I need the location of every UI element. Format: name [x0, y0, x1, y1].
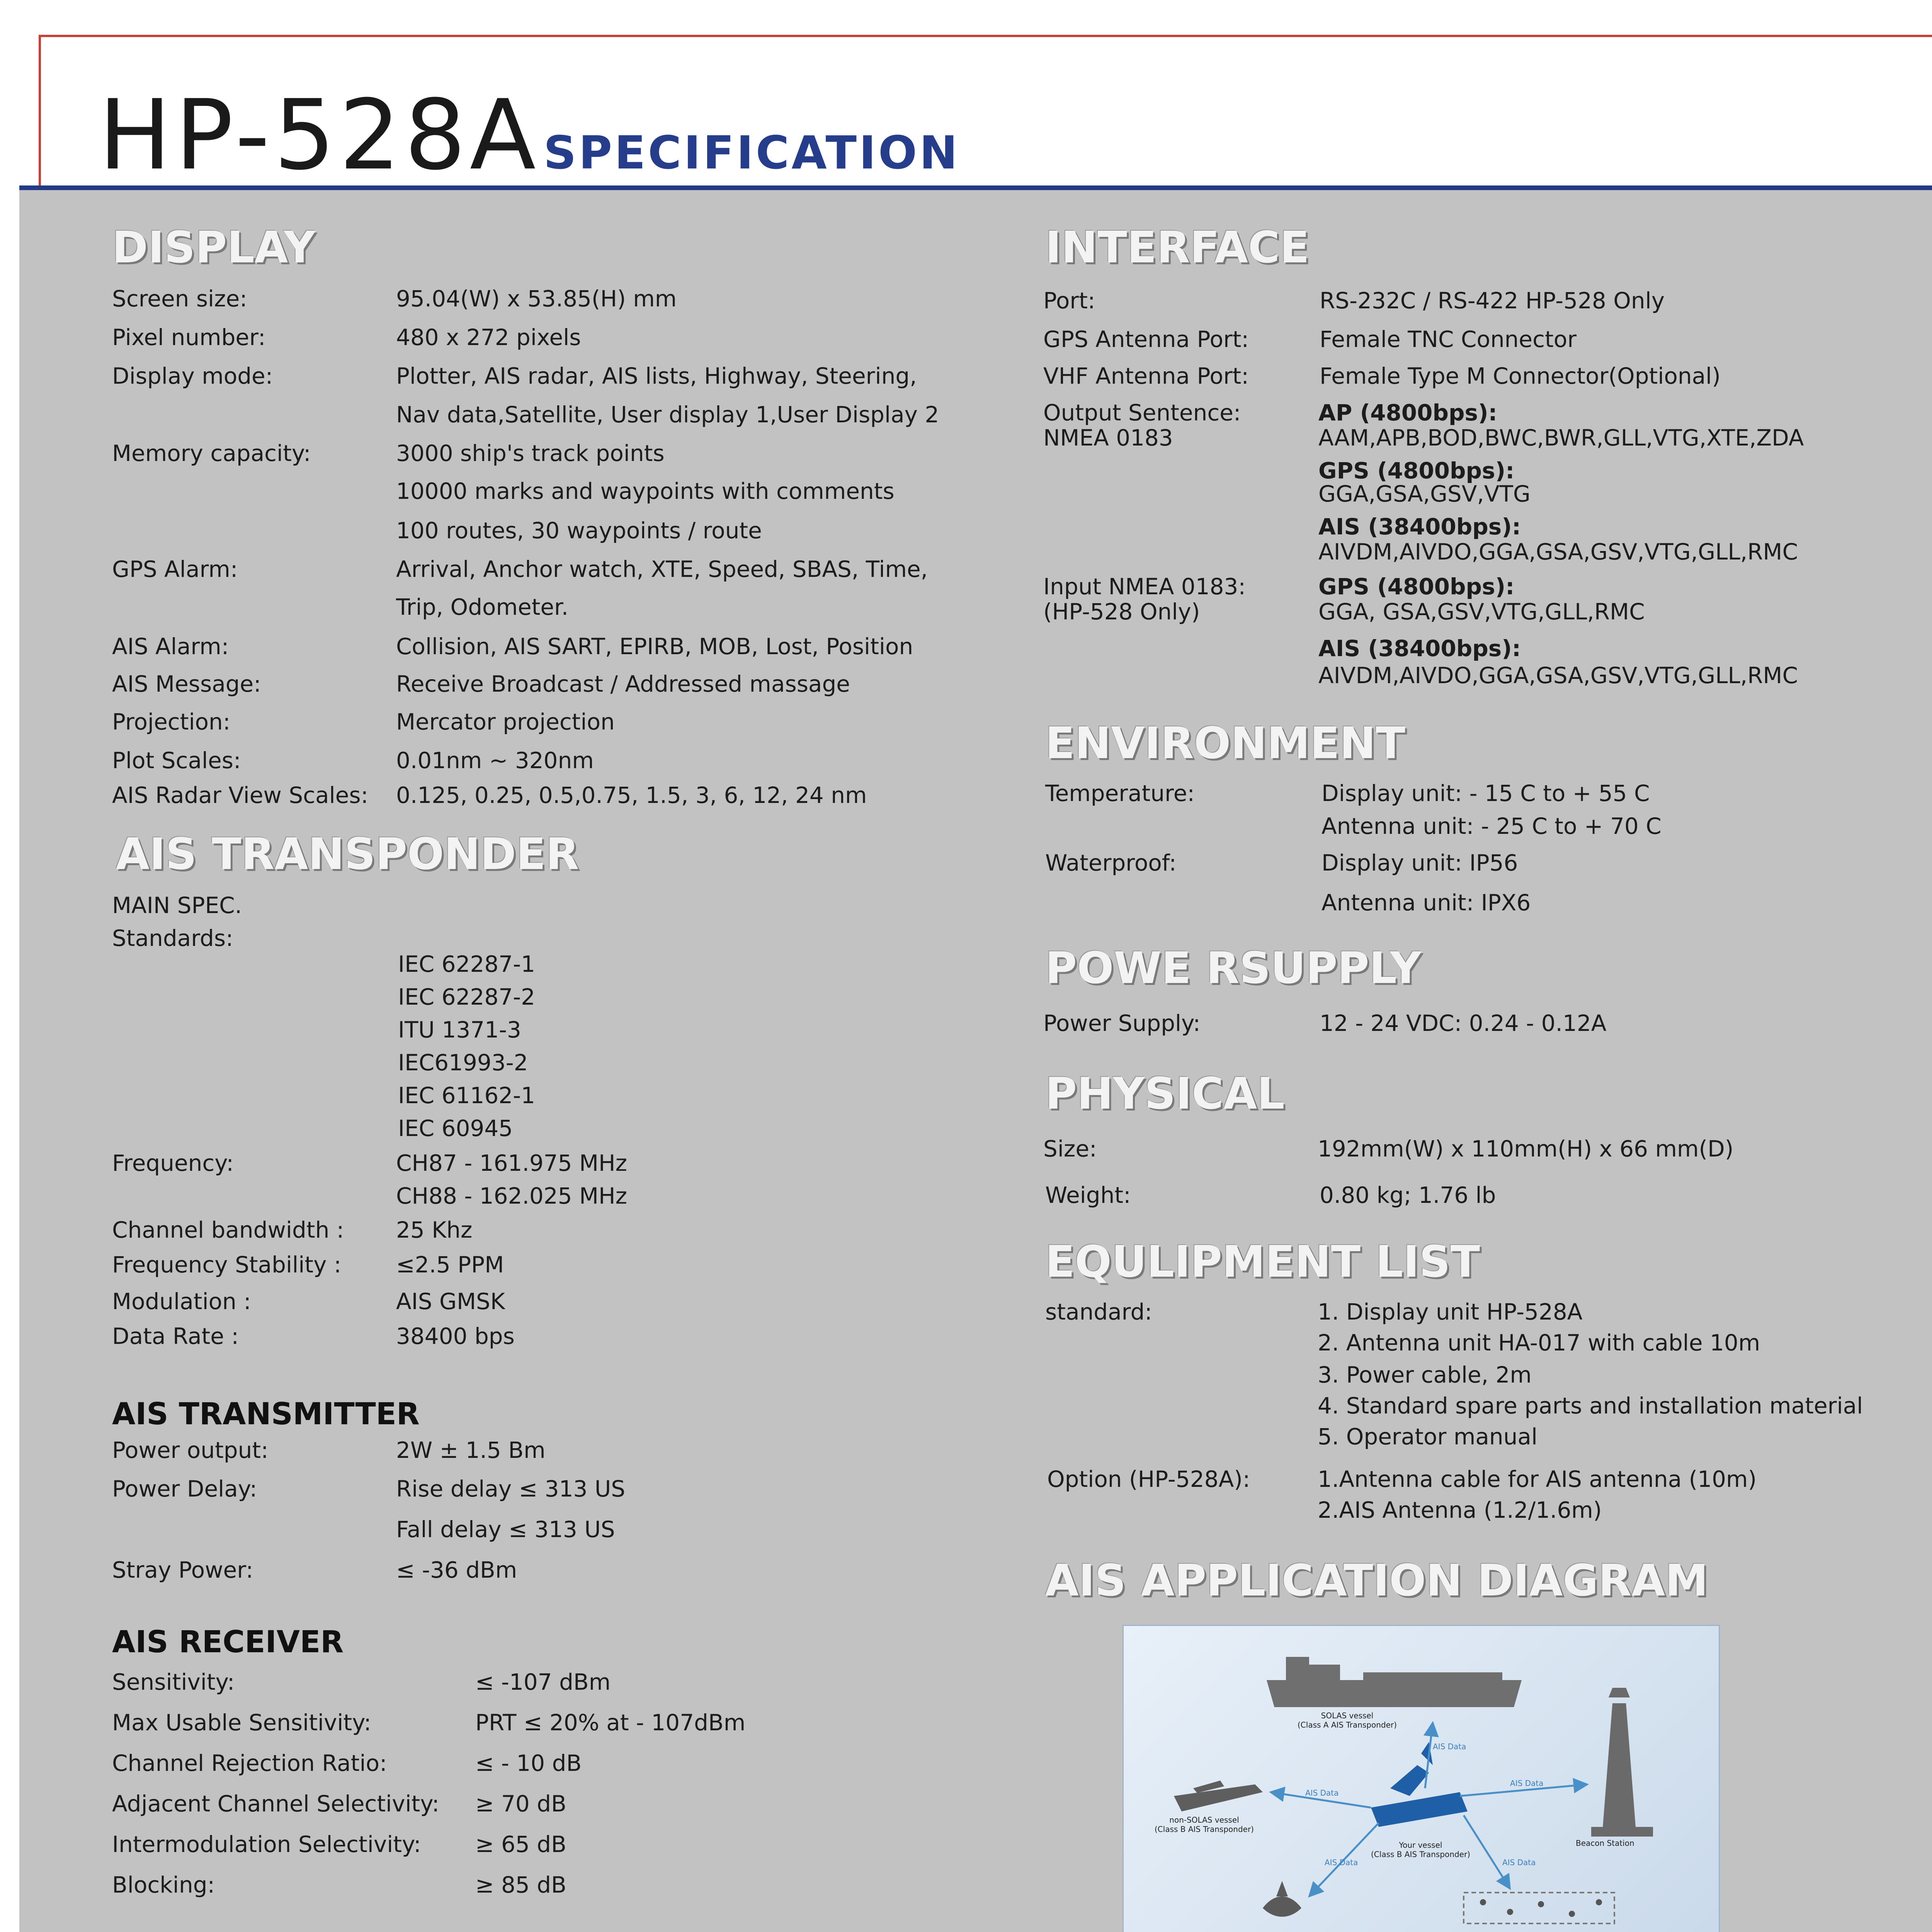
- spec-value: 0.125, 0.25, 0.5,0.75, 1.5, 3, 6, 12, 24 nm: [396, 782, 867, 808]
- ais-data-label: AIS Data: [1325, 1858, 1358, 1867]
- diagram-drawing: [1124, 1626, 1719, 1932]
- equipment-item: 1. Display unit HP-528A: [1318, 1299, 1583, 1325]
- spec-value: Plotter, AIS radar, AIS lists, Highway, Steering,: [396, 363, 917, 389]
- spec-label: Data Rate :: [112, 1323, 239, 1349]
- spec-label: Channel Rejection Ratio:: [112, 1750, 387, 1776]
- waterproof-display-unit: Display unit: IP56: [1321, 850, 1518, 876]
- spec-value: CH88 - 162.025 MHz: [396, 1183, 628, 1209]
- spec-label: Pixel number:: [112, 324, 266, 350]
- input-gps-heading: GPS (4800bps):: [1318, 573, 1515, 600]
- non-solas-vessel-label: non-SOLAS vessel (Class B AIS Transponder): [1155, 1815, 1254, 1834]
- spec-value: 10000 marks and waypoints with comments: [396, 478, 895, 504]
- spec-label: Power Delay:: [112, 1476, 257, 1502]
- ais-application-diagram: [1122, 1625, 1720, 1932]
- spec-value: ≤ -36 dBm: [396, 1557, 517, 1583]
- page-title: [99, 79, 960, 191]
- spec-label: Frequency:: [112, 1150, 234, 1176]
- standard-item: IEC 61162-1: [398, 1082, 536, 1109]
- spec-value: 25 Khz: [396, 1217, 473, 1243]
- spec-label: Power output:: [112, 1437, 269, 1463]
- spec-value: Trip, Odometer.: [396, 594, 569, 620]
- gps-antenna-port-value: Female TNC Connector: [1320, 326, 1577, 352]
- power-supply-value: 12 - 24 VDC: 0.24 - 0.12A: [1320, 1010, 1607, 1036]
- power-supply-heading: POWE RSUPPLY: [1045, 943, 1422, 993]
- equipment-item: 2. Antenna unit HA-017 with cable 10m: [1318, 1330, 1760, 1356]
- ais-application-diagram-heading: AIS APPLICATION DIAGRAM: [1045, 1556, 1708, 1606]
- ais-receiver-heading: AIS RECEIVER: [112, 1625, 344, 1660]
- spec-value: Nav data,Satellite, User display 1,User Display 2: [396, 401, 939, 428]
- temperature-antenna-unit: Antenna unit: - 25 C to + 70 C: [1321, 813, 1662, 839]
- weight-label: Weight:: [1045, 1182, 1131, 1208]
- spec-value: CH87 - 161.975 MHz: [396, 1150, 628, 1176]
- size-label: Size:: [1043, 1136, 1097, 1162]
- spec-value: 2W ± 1.5 Bm: [396, 1437, 546, 1463]
- spec-label: Blocking:: [112, 1872, 215, 1898]
- spec-value: AIS GMSK: [396, 1288, 505, 1315]
- interface-heading: INTERFACE: [1045, 223, 1310, 273]
- input-ais-heading: AIS (38400bps):: [1318, 635, 1521, 662]
- standard-item: IEC61993-2: [398, 1049, 528, 1076]
- output-ap-sentences: AAM,APB,BOD,BWC,BWR,GLL,VTG,XTE,ZDA: [1318, 425, 1804, 451]
- ais-data-label: AIS Data: [1433, 1742, 1466, 1751]
- your-vessel-icon: [1371, 1742, 1468, 1827]
- ais-data-label: AIS Data: [1305, 1788, 1339, 1798]
- spec-value: PRT ≤ 20% at - 107dBm: [475, 1709, 746, 1736]
- port-value: RS-232C / RS-422 HP-528 Only: [1320, 287, 1665, 314]
- output-nmea-label: NMEA 0183: [1043, 425, 1173, 451]
- ais-data-label: AIS Data: [1510, 1779, 1544, 1788]
- fishing-net-icon: [1464, 1893, 1614, 1923]
- lighthouse-icon: [1591, 1688, 1653, 1837]
- output-gps-sentences: GGA,GSA,GSV,VTG: [1318, 481, 1531, 507]
- spec-label: AIS Message:: [112, 671, 261, 697]
- spec-value: Arrival, Anchor watch, XTE, Speed, SBAS, Time,: [396, 556, 928, 582]
- spec-label: Screen size:: [112, 286, 247, 312]
- spec-value: 38400 bps: [396, 1323, 515, 1349]
- equipment-item: 5. Operator manual: [1318, 1423, 1538, 1450]
- spec-label: Plot Scales:: [112, 747, 241, 774]
- spec-label: Adjacent Channel Selectivity:: [112, 1791, 440, 1817]
- vhf-antenna-port-label: VHF Antenna Port:: [1043, 363, 1249, 389]
- option-label: Option (HP-528A):: [1047, 1466, 1250, 1492]
- spec-label: Channel bandwidth :: [112, 1217, 344, 1243]
- spec-label: Sensitivity:: [112, 1669, 235, 1695]
- spec-label: Frequency Stability :: [112, 1252, 342, 1278]
- port-label: Port:: [1043, 287, 1095, 314]
- input-gps-sentences: GGA, GSA,GSV,VTG,GLL,RMC: [1318, 599, 1645, 625]
- spec-value: Collision, AIS SART, EPIRB, MOB, Lost, Position: [396, 633, 913, 660]
- option-item: 1.Antenna cable for AIS antenna (10m): [1318, 1466, 1757, 1492]
- spec-value: Rise delay ≤ 313 US: [396, 1476, 626, 1502]
- output-ap-heading: AP (4800bps):: [1318, 400, 1497, 426]
- equipment-item: 3. Power cable, 2m: [1318, 1362, 1532, 1388]
- output-gps-heading: GPS (4800bps):: [1318, 457, 1515, 484]
- spec-value: Receive Broadcast / Addressed massage: [396, 671, 850, 697]
- sart-icon: [1263, 1881, 1301, 1917]
- standard-item: ITU 1371-3: [398, 1017, 521, 1043]
- ais-data-arrow: [1464, 1815, 1510, 1889]
- waterproof-label: Waterproof:: [1045, 850, 1177, 876]
- ais-transmitter-heading: AIS TRANSMITTER: [112, 1397, 420, 1432]
- standard-item: IEC 62287-2: [398, 984, 536, 1010]
- environment-heading: ENVIRONMENT: [1045, 718, 1405, 769]
- spec-value: ≥ 70 dB: [475, 1791, 566, 1817]
- spec-value: ≤ -107 dBm: [475, 1669, 611, 1695]
- display-heading: DISPLAY: [112, 223, 315, 273]
- spec-label: Modulation :: [112, 1288, 251, 1315]
- spec-value: Fall delay ≤ 313 US: [396, 1516, 615, 1543]
- spec-label: Memory capacity:: [112, 440, 311, 466]
- output-sentence-label: Output Sentence:: [1043, 400, 1241, 426]
- input-ais-sentences: AIVDM,AIVDO,GGA,GSA,GSV,VTG,GLL,RMC: [1318, 662, 1798, 689]
- standard-item: IEC 62287-1: [398, 951, 536, 977]
- spec-value: 0.01nm ~ 320nm: [396, 747, 594, 774]
- beacon-station-label: Beacon Station: [1576, 1838, 1634, 1848]
- equipment-list-heading: EQULIPMENT LIST: [1045, 1237, 1480, 1287]
- temperature-display-unit: Display unit: - 15 C to + 55 C: [1321, 780, 1650, 806]
- spec-value: ≤2.5 PPM: [396, 1252, 504, 1278]
- output-ais-heading: AIS (38400bps):: [1318, 514, 1521, 540]
- spec-label: Display mode:: [112, 363, 273, 389]
- gps-antenna-port-label: GPS Antenna Port:: [1043, 326, 1249, 352]
- spec-value: 100 routes, 30 waypoints / route: [396, 517, 762, 544]
- spec-value: ≥ 65 dB: [475, 1831, 566, 1857]
- your-vessel-label: Your vessel (Class B AIS Transponder): [1371, 1840, 1470, 1859]
- standards-label: Standards:: [112, 925, 233, 951]
- spec-label: Projection:: [112, 709, 231, 735]
- spec-value: 95.04(W) x 53.85(H) mm: [396, 286, 677, 312]
- standard-item: IEC 60945: [398, 1115, 513, 1141]
- spec-value: ≤ - 10 dB: [475, 1750, 582, 1776]
- size-value: 192mm(W) x 110mm(H) x 66 mm(D): [1318, 1136, 1734, 1162]
- page-subtitle: SPECIFICATION: [543, 126, 960, 179]
- standard-label: standard:: [1045, 1299, 1152, 1325]
- non-solas-vessel-icon: [1174, 1781, 1263, 1811]
- power-supply-label: Power Supply:: [1043, 1010, 1201, 1036]
- spec-value: 3000 ship's track points: [396, 440, 665, 466]
- spec-label: Stray Power:: [112, 1557, 253, 1583]
- option-item: 2.AIS Antenna (1.2/1.6m): [1318, 1497, 1602, 1523]
- physical-heading: PHYSICAL: [1045, 1069, 1285, 1119]
- solas-vessel-icon: [1267, 1657, 1522, 1707]
- weight-value: 0.80 kg; 1.76 lb: [1320, 1182, 1496, 1208]
- input-hp528-label: (HP-528 Only): [1043, 599, 1200, 625]
- ais-transponder-heading: AIS TRANSPONDER: [116, 829, 579, 879]
- ais-data-label: AIS Data: [1502, 1858, 1536, 1867]
- output-ais-sentences: AIVDM,AIVDO,GGA,GSA,GSV,VTG,GLL,RMC: [1318, 539, 1798, 565]
- model-name: HP-528A: [99, 79, 540, 191]
- input-nmea-label: Input NMEA 0183:: [1043, 573, 1246, 600]
- spec-label: Max Usable Sensitivity:: [112, 1709, 371, 1736]
- spec-label: AIS Radar View Scales:: [112, 782, 369, 808]
- spec-label: Intermodulation Selectivity:: [112, 1831, 421, 1857]
- solas-vessel-label: SOLAS vessel (Class A AIS Transponder): [1298, 1711, 1397, 1730]
- waterproof-antenna-unit: Antenna unit: IPX6: [1321, 889, 1531, 916]
- spec-value: 480 x 272 pixels: [396, 324, 581, 350]
- spec-label: AIS Alarm:: [112, 633, 229, 660]
- spec-value: Mercator projection: [396, 709, 615, 735]
- spec-value: ≥ 85 dB: [475, 1872, 566, 1898]
- spec-label: GPS Alarm:: [112, 556, 238, 582]
- vhf-antenna-port-value: Female Type M Connector(Optional): [1320, 363, 1721, 389]
- temperature-label: Temperature:: [1045, 780, 1195, 806]
- equipment-item: 4. Standard spare parts and installation material: [1318, 1393, 1863, 1419]
- main-spec-label: MAIN SPEC.: [112, 892, 242, 918]
